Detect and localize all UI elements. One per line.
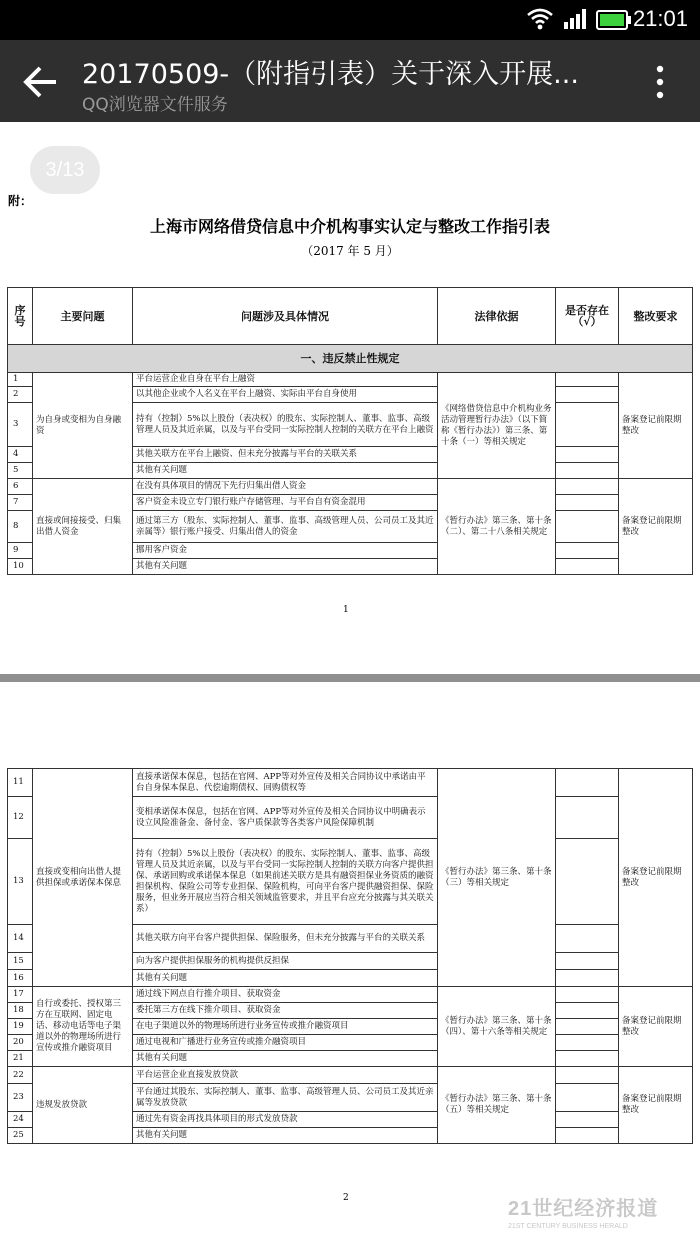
more-menu-icon[interactable] bbox=[650, 64, 670, 100]
detail-cell: 通过先有资金再找具体项目的形式发放贷款 bbox=[133, 1112, 438, 1128]
exists-cell bbox=[556, 769, 619, 797]
exists-cell bbox=[556, 1067, 619, 1084]
exists-cell bbox=[556, 463, 619, 479]
detail-cell: 通过第三方（股东、实际控制人、董事、监事、高级管理人员、公司员工及其近亲属等）银行账户接受、归集出借人的资金 bbox=[133, 511, 438, 543]
exists-cell bbox=[556, 511, 619, 543]
detail-cell: 直接承诺保本保息，包括在官网、APP等对外宣传及相关合同协议中承诺由平台自身保本保息、代偿逾期债权、回购债权等 bbox=[133, 769, 438, 797]
legal-cell: 《暂行办法》第三条、第十条（三）等相关规定 bbox=[438, 769, 556, 987]
exists-cell bbox=[556, 797, 619, 839]
section-heading: 一、违反禁止性规定 bbox=[8, 345, 693, 373]
row-number: 5 bbox=[8, 463, 33, 479]
detail-cell: 其他有关问题 bbox=[133, 1128, 438, 1144]
row-number: 20 bbox=[8, 1035, 33, 1051]
row-number: 23 bbox=[8, 1084, 33, 1112]
detail-cell: 其他关联方向平台客户提供担保、保险服务，但未充分披露与平台的关联关系 bbox=[133, 925, 438, 953]
problem-cell: 自行或委托、授权第三方在互联网、固定电话、移动电话等电子渠道以外的物理场所进行宣传或推介融资项目 bbox=[33, 987, 133, 1067]
exists-cell bbox=[556, 495, 619, 511]
header-legal: 法律依据 bbox=[438, 288, 556, 345]
row-number: 1 bbox=[8, 373, 33, 387]
detail-cell: 其他有关问题 bbox=[133, 559, 438, 575]
detail-cell: 客户资金未设立专门银行账户存储管理、与平台自有资金混用 bbox=[133, 495, 438, 511]
exists-cell bbox=[556, 447, 619, 463]
detail-cell: 其他有关问题 bbox=[133, 970, 438, 987]
doc-date: （2017 年 5 月） bbox=[301, 244, 399, 258]
row-number: 17 bbox=[8, 987, 33, 1003]
problem-cell: 直接或变相向出借人提供担保或承诺保本保息 bbox=[33, 769, 133, 987]
exists-cell bbox=[556, 1128, 619, 1144]
exists-cell bbox=[556, 1019, 619, 1035]
rectify-cell: 备案登记前限期整改 bbox=[619, 373, 693, 479]
exists-cell bbox=[556, 1084, 619, 1112]
exists-cell bbox=[556, 970, 619, 987]
detail-cell: 其他有关问题 bbox=[133, 463, 438, 479]
exists-cell bbox=[556, 925, 619, 953]
exists-cell bbox=[556, 479, 619, 495]
status-time: 21:01 bbox=[632, 6, 688, 31]
page-separator bbox=[0, 674, 700, 682]
detail-cell: 在没有具体项目的情况下先行归集出借人资金 bbox=[133, 479, 438, 495]
problem-cell: 违规发放贷款 bbox=[33, 1067, 133, 1144]
row-number: 6 bbox=[8, 479, 33, 495]
detail-cell: 其他关联方在平台上融资、但未充分披露与平台的关联关系 bbox=[133, 447, 438, 463]
signal-icon bbox=[563, 8, 589, 30]
exists-cell bbox=[556, 543, 619, 559]
row-number: 18 bbox=[8, 1003, 33, 1019]
legal-cell: 《网络借贷信息中介机构业务活动管理暂行办法》（以下简称《暂行办法》）第三条、第十条（一）等相关规定 bbox=[438, 373, 556, 479]
header-problem: 主要问题 bbox=[33, 288, 133, 345]
header-exists: 是否存在（√） bbox=[556, 288, 619, 345]
header-details: 问题涉及具体情况 bbox=[133, 288, 438, 345]
row-number: 12 bbox=[8, 797, 33, 839]
row-number: 22 bbox=[8, 1067, 33, 1084]
problem-cell: 为自身或变相为自身融资 bbox=[33, 373, 133, 479]
document-viewer[interactable] bbox=[0, 122, 700, 1244]
wifi-icon bbox=[527, 8, 553, 30]
detail-cell: 挪用客户资金 bbox=[133, 543, 438, 559]
row-number: 7 bbox=[8, 495, 33, 511]
row-number: 16 bbox=[8, 970, 33, 987]
row-number: 4 bbox=[8, 447, 33, 463]
detail-cell: 委托第三方在线下推介项目、获取资金 bbox=[133, 1003, 438, 1019]
row-number: 11 bbox=[8, 769, 33, 797]
watermark-text: 21世纪经济报道 bbox=[508, 1198, 659, 1220]
exists-cell bbox=[556, 387, 619, 403]
row-number: 13 bbox=[8, 839, 33, 925]
guideline-table-page2 bbox=[7, 768, 693, 1144]
battery-icon bbox=[596, 10, 632, 30]
exists-cell bbox=[556, 1003, 619, 1019]
page-number: 1 bbox=[343, 605, 349, 615]
row-number: 15 bbox=[8, 953, 33, 970]
row-number: 14 bbox=[8, 925, 33, 953]
document-title: 20170509-（附指引表）关于深入开展... bbox=[82, 59, 579, 90]
rectify-cell: 备案登记前限期整改 bbox=[619, 1067, 693, 1144]
row-number: 25 bbox=[8, 1128, 33, 1144]
detail-cell: 持有（控制）5%以上股份（表决权）的股东、实际控制人、董事、监事、高级管理人员及其近亲属，以及与平台受同一实际控制人控制的关联方在平台上融资 bbox=[133, 403, 438, 447]
row-number: 24 bbox=[8, 1112, 33, 1128]
row-number: 9 bbox=[8, 543, 33, 559]
watermark-subtext: 21ST CENTURY BUSINESS HERALD bbox=[508, 1223, 628, 1230]
legal-cell: 《暂行办法》第三条、第十条（二）、第二十八条相关规定 bbox=[438, 479, 556, 575]
row-number: 10 bbox=[8, 559, 33, 575]
row-number: 2 bbox=[8, 387, 33, 403]
detail-cell: 其他有关问题 bbox=[133, 1051, 438, 1067]
detail-cell: 持有（控制）5%以上股份（表决权）的股东、实际控制人、董事、监事、高级管理人员及其近亲属，以及与平台受同一实际控制人控制的关联方向客户提供担保、承诺回购或承诺保本保息（如果前述关联方是具有融资担保业务资质的融资担保机构、保险公司等专业担保、保险机构，可向平台客户提供融资担保、保险服务，但业务开展应当符合相关领域监管要求，并且平台应充分披露与其关联关系） bbox=[133, 839, 438, 925]
legal-cell: 《暂行办法》第三条、第十条（五）等相关规定 bbox=[438, 1067, 556, 1144]
detail-cell: 向为客户提供担保服务的机构提供反担保 bbox=[133, 953, 438, 970]
doc-heading: 上海市网络借贷信息中介机构事实认定与整改工作指引表 bbox=[149, 217, 550, 236]
detail-cell: 平台运营企业自身在平台上融资 bbox=[133, 373, 438, 387]
status-bar bbox=[0, 0, 700, 40]
exists-cell bbox=[556, 373, 619, 387]
watermark-logo bbox=[508, 1192, 658, 1230]
exists-cell bbox=[556, 839, 619, 925]
problem-cell: 直接或间接接受、归集出借人资金 bbox=[33, 479, 133, 575]
detail-cell: 变相承诺保本保息，包括在官网、APP等对外宣传及相关合同协议中明确表示设立风险准备金、备付金、客户质保款等各类客户风险保障机制 bbox=[133, 797, 438, 839]
exists-cell bbox=[556, 953, 619, 970]
guideline-table-page1 bbox=[7, 287, 693, 575]
rectify-cell: 备案登记前限期整改 bbox=[619, 987, 693, 1067]
document-source: QQ浏览器文件服务 bbox=[82, 95, 228, 115]
row-number: 21 bbox=[8, 1051, 33, 1067]
exists-cell bbox=[556, 403, 619, 447]
detail-cell: 通过线下网点自行推介项目、获取资金 bbox=[133, 987, 438, 1003]
detail-cell: 在电子渠道以外的物理场所进行业务宣传或推介融资项目 bbox=[133, 1019, 438, 1035]
detail-cell: 平台通过其股东、实际控制人、董事、监事、高级管理人员、公司员工及其近亲属等发放贷款 bbox=[133, 1084, 438, 1112]
exists-cell bbox=[556, 1051, 619, 1067]
rectify-cell: 备案登记前限期整改 bbox=[619, 769, 693, 987]
detail-cell: 以其他企业或个人名义在平台上融资、实际由平台自身使用 bbox=[133, 387, 438, 403]
exists-cell bbox=[556, 1112, 619, 1128]
detail-cell: 平台运营企业直接发放贷款 bbox=[133, 1067, 438, 1084]
detail-cell: 通过电视和广播进行业务宣传或推介融资项目 bbox=[133, 1035, 438, 1051]
header-rectify: 整改要求 bbox=[619, 288, 693, 345]
exists-cell bbox=[556, 559, 619, 575]
rectify-cell: 备案登记前限期整改 bbox=[619, 479, 693, 575]
exists-cell bbox=[556, 1035, 619, 1051]
row-number: 3 bbox=[8, 403, 33, 447]
back-arrow-icon[interactable] bbox=[22, 64, 60, 100]
row-number: 19 bbox=[8, 1019, 33, 1035]
app-bar bbox=[0, 40, 700, 122]
header-seq: 序号 bbox=[8, 288, 33, 345]
row-number: 8 bbox=[8, 511, 33, 543]
exists-cell bbox=[556, 987, 619, 1003]
legal-cell: 《暂行办法》第三条、第十条（四）、第十六条等相关规定 bbox=[438, 987, 556, 1067]
page-number: 2 bbox=[343, 1193, 349, 1203]
attachment-label: 附： bbox=[8, 194, 33, 208]
page-indicator-badge: 3/13 bbox=[30, 146, 100, 194]
